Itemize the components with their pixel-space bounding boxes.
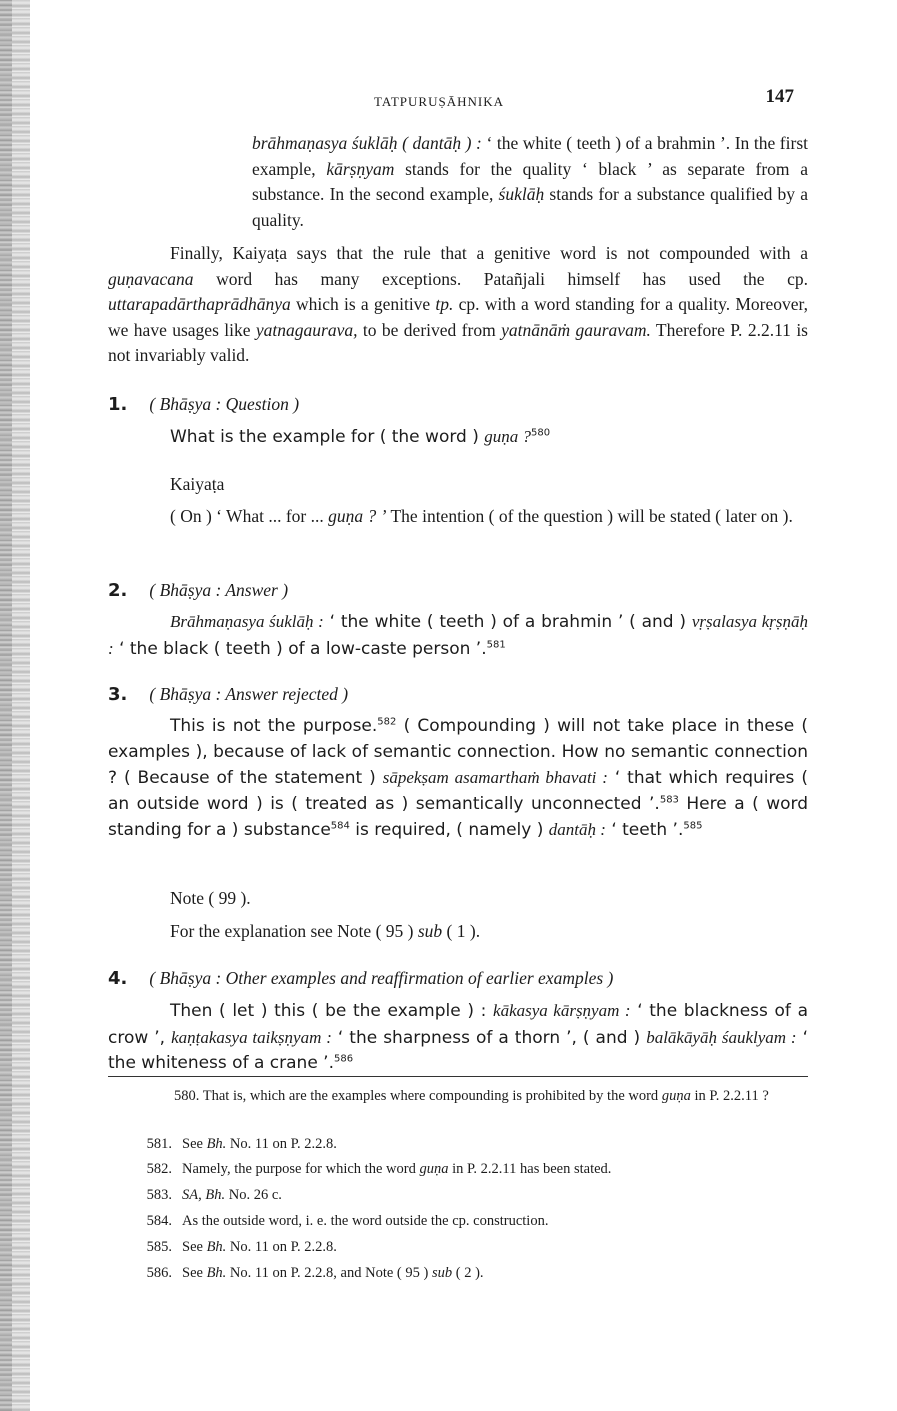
section-number: 1. [108, 394, 128, 415]
text-italic: kaṇṭakasya taikṣṇyam : [171, 1027, 332, 1047]
text: The intention ( of the question ) will be stated ( later on ). [386, 506, 793, 526]
text: No. 11 on P. 2.2.8, and Note ( 95 ) [226, 1265, 432, 1281]
text: ( 2 ). [452, 1265, 484, 1281]
page-header [108, 86, 808, 116]
text-italic: yatnānāṁ gauravam. [501, 319, 651, 340]
footnote-number: 582. [146, 1161, 172, 1177]
section-4-heading [108, 966, 808, 991]
note-explanation [108, 919, 808, 945]
footnote-ref: 584 [330, 820, 350, 832]
text: This is not the purpose. [170, 716, 378, 736]
text: Finally, Kaiyaṭa says that the rule that a genitive word is not compounded with a [170, 243, 808, 263]
paragraph-continued [252, 131, 808, 233]
footnote-number: 586. [146, 1265, 172, 1281]
footnote-584 [108, 1210, 548, 1232]
footnote-582 [108, 1158, 611, 1180]
footnote-number: 580. [174, 1088, 200, 1104]
text: What is the example for ( the word ) [170, 427, 485, 447]
page-number: 147 [765, 86, 794, 107]
text-italic: kākasya kārṣṇyam : [493, 1001, 631, 1020]
text: See [182, 1136, 207, 1152]
section-2-answer [108, 609, 808, 662]
section-number: 4. [108, 968, 128, 989]
page-edge-binding [0, 0, 12, 1411]
footnote-divider [108, 1076, 808, 1077]
section-4-text [108, 998, 808, 1077]
text-italic: guṇa [661, 1088, 691, 1104]
footnote-number: 585. [146, 1239, 172, 1255]
section-title: ( Bhāṣya : Other examples and reaffirmation of earlier examples ) [149, 968, 614, 988]
section-3-heading [108, 682, 808, 707]
text: in P. 2.2.11 ? [690, 1088, 769, 1104]
text: ‘ the whiteness of a crane ’. [108, 1027, 808, 1073]
section-title: ( Bhāṣya : Question ) [149, 394, 300, 414]
text: Here a ( word standing for a ) substance [108, 793, 808, 840]
text-italic: Bh. [206, 1265, 227, 1281]
text-italic: balākāyāḥ śauklyam : [646, 1027, 797, 1047]
text: is required, ( namely ) [349, 820, 549, 840]
section-3-text [108, 714, 808, 844]
text: For the explanation see Note ( 95 ) [170, 921, 418, 941]
section-number: 2. [108, 580, 128, 601]
text: stands for the quality ‘ black ’ as separate from a substance. In the second example, [252, 158, 808, 204]
kaiyata-comment [108, 504, 808, 530]
section-number: 3. [108, 684, 128, 705]
text: ‘ the white ( teeth ) of a brahmin ’. In the first example, [252, 133, 809, 179]
text: ‘ the sharpness of a thorn ’, ( and ) [331, 1027, 647, 1048]
text: to be derived from [357, 319, 502, 340]
text-italic: sub [417, 921, 443, 941]
text-italic: tp. [435, 294, 454, 314]
section-title: ( Bhāṣya : Answer ) [149, 580, 289, 600]
footnote-ref: 581 [486, 638, 506, 650]
footnote-number: 584. [146, 1213, 172, 1229]
text: cp. with a word standing for a quality. Moreover, we have usages like [108, 294, 809, 340]
footnote-586 [108, 1262, 484, 1284]
text: ( On ) ‘ What ... for ... [170, 506, 329, 526]
text-italic: Brāhmaṇasya śuklāḥ : [170, 612, 324, 631]
text-italic: SA, Bh. [182, 1187, 226, 1203]
text: As the outside word, i. e. the word outside the cp. construction. [182, 1213, 549, 1229]
text: Therefore P. 2.2.11 is not invariably valid. [108, 319, 808, 365]
footnote-number: 581. [146, 1136, 172, 1152]
footnote-580 [108, 1085, 808, 1107]
section-title: ( Bhāṣya : Answer rejected ) [149, 684, 349, 704]
text-italic: uttarapadārthaprādhānya [108, 294, 291, 314]
text: See [182, 1265, 207, 1281]
text: ‘ teeth ’. [605, 820, 684, 840]
footnote-ref: 585 [683, 820, 703, 832]
text-italic: śuklāḥ [498, 184, 545, 204]
text: ‘ the white ( teeth ) of a brahmin ’ ( and ) [323, 612, 692, 632]
text: stands for a substance qualified by a quality. [252, 184, 808, 230]
section-1-heading [108, 392, 808, 417]
footnote-583 [108, 1184, 282, 1206]
text: No. 11 on P. 2.2.8. [226, 1136, 337, 1152]
text: No. 11 on P. 2.2.8. [226, 1239, 337, 1255]
footnote-585 [108, 1236, 337, 1258]
footnote-581 [108, 1133, 337, 1155]
text: Then ( let ) this ( be the example ) : [170, 1001, 494, 1021]
footnote-number: 583. [146, 1187, 172, 1203]
text: Namely, the purpose for which the word [182, 1161, 420, 1177]
text: See [182, 1239, 207, 1255]
text: ‘ the blackness of a crow ’, [108, 1001, 808, 1048]
text-italic: guṇa [419, 1161, 449, 1177]
paragraph-finally [108, 241, 808, 369]
text: which is a genitive [290, 294, 436, 314]
text-italic: sāpekṣam asamarthaṁ bhavati : [382, 768, 608, 787]
text-italic: Bh. [206, 1239, 227, 1255]
footnote-ref: 582 [377, 716, 397, 728]
text: No. 26 c. [225, 1187, 282, 1203]
section-1-question [108, 424, 808, 451]
footnote-ref: 580 [531, 427, 551, 439]
text: That is, which are the examples where compounding is prohibited by the word [202, 1088, 662, 1104]
text-italic: guṇa ? ’ [328, 506, 387, 526]
text-italic: yatnagaurava, [255, 319, 358, 340]
section-2-heading [108, 578, 808, 603]
footnote-ref: 583 [659, 793, 679, 805]
text-italic: vṛṣalasya kṛṣṇāḥ : [108, 612, 808, 658]
text-italic: kārṣṇyam [326, 158, 395, 179]
text-italic: sub [431, 1265, 453, 1281]
text-italic: guṇa ? [484, 427, 532, 446]
text-italic: dantāḥ : [548, 820, 606, 839]
text: word has many exceptions. Patañjali himself has used the cp. [193, 268, 808, 289]
footnote-ref: 586 [334, 1053, 354, 1065]
text-italic: guṇavacana [108, 268, 194, 289]
text: ( 1 ). [442, 921, 481, 941]
text-italic: brāhmaṇasya śuklāḥ ( dantāḥ ) : [252, 133, 482, 153]
note-label: Note ( 99 ). [170, 888, 251, 908]
kaiyata-label: Kaiyaṭa [170, 474, 225, 494]
text: ‘ that which requires ( an outside word ) is ( treated as ) semantically unconnected ’. [108, 768, 808, 814]
text: in P. 2.2.11 has been stated. [448, 1161, 612, 1177]
running-head: TATPURUṢĀHNIKA [374, 94, 504, 109]
text-italic: Bh. [206, 1136, 227, 1152]
text: ‘ the black ( teeth ) of a low-caste person ’. [113, 638, 487, 659]
text: ( Compounding ) will not take place in these ( examples ), because of lack of semantic connection. How no semantic connection ? ( Because of the statement ) [108, 716, 809, 788]
